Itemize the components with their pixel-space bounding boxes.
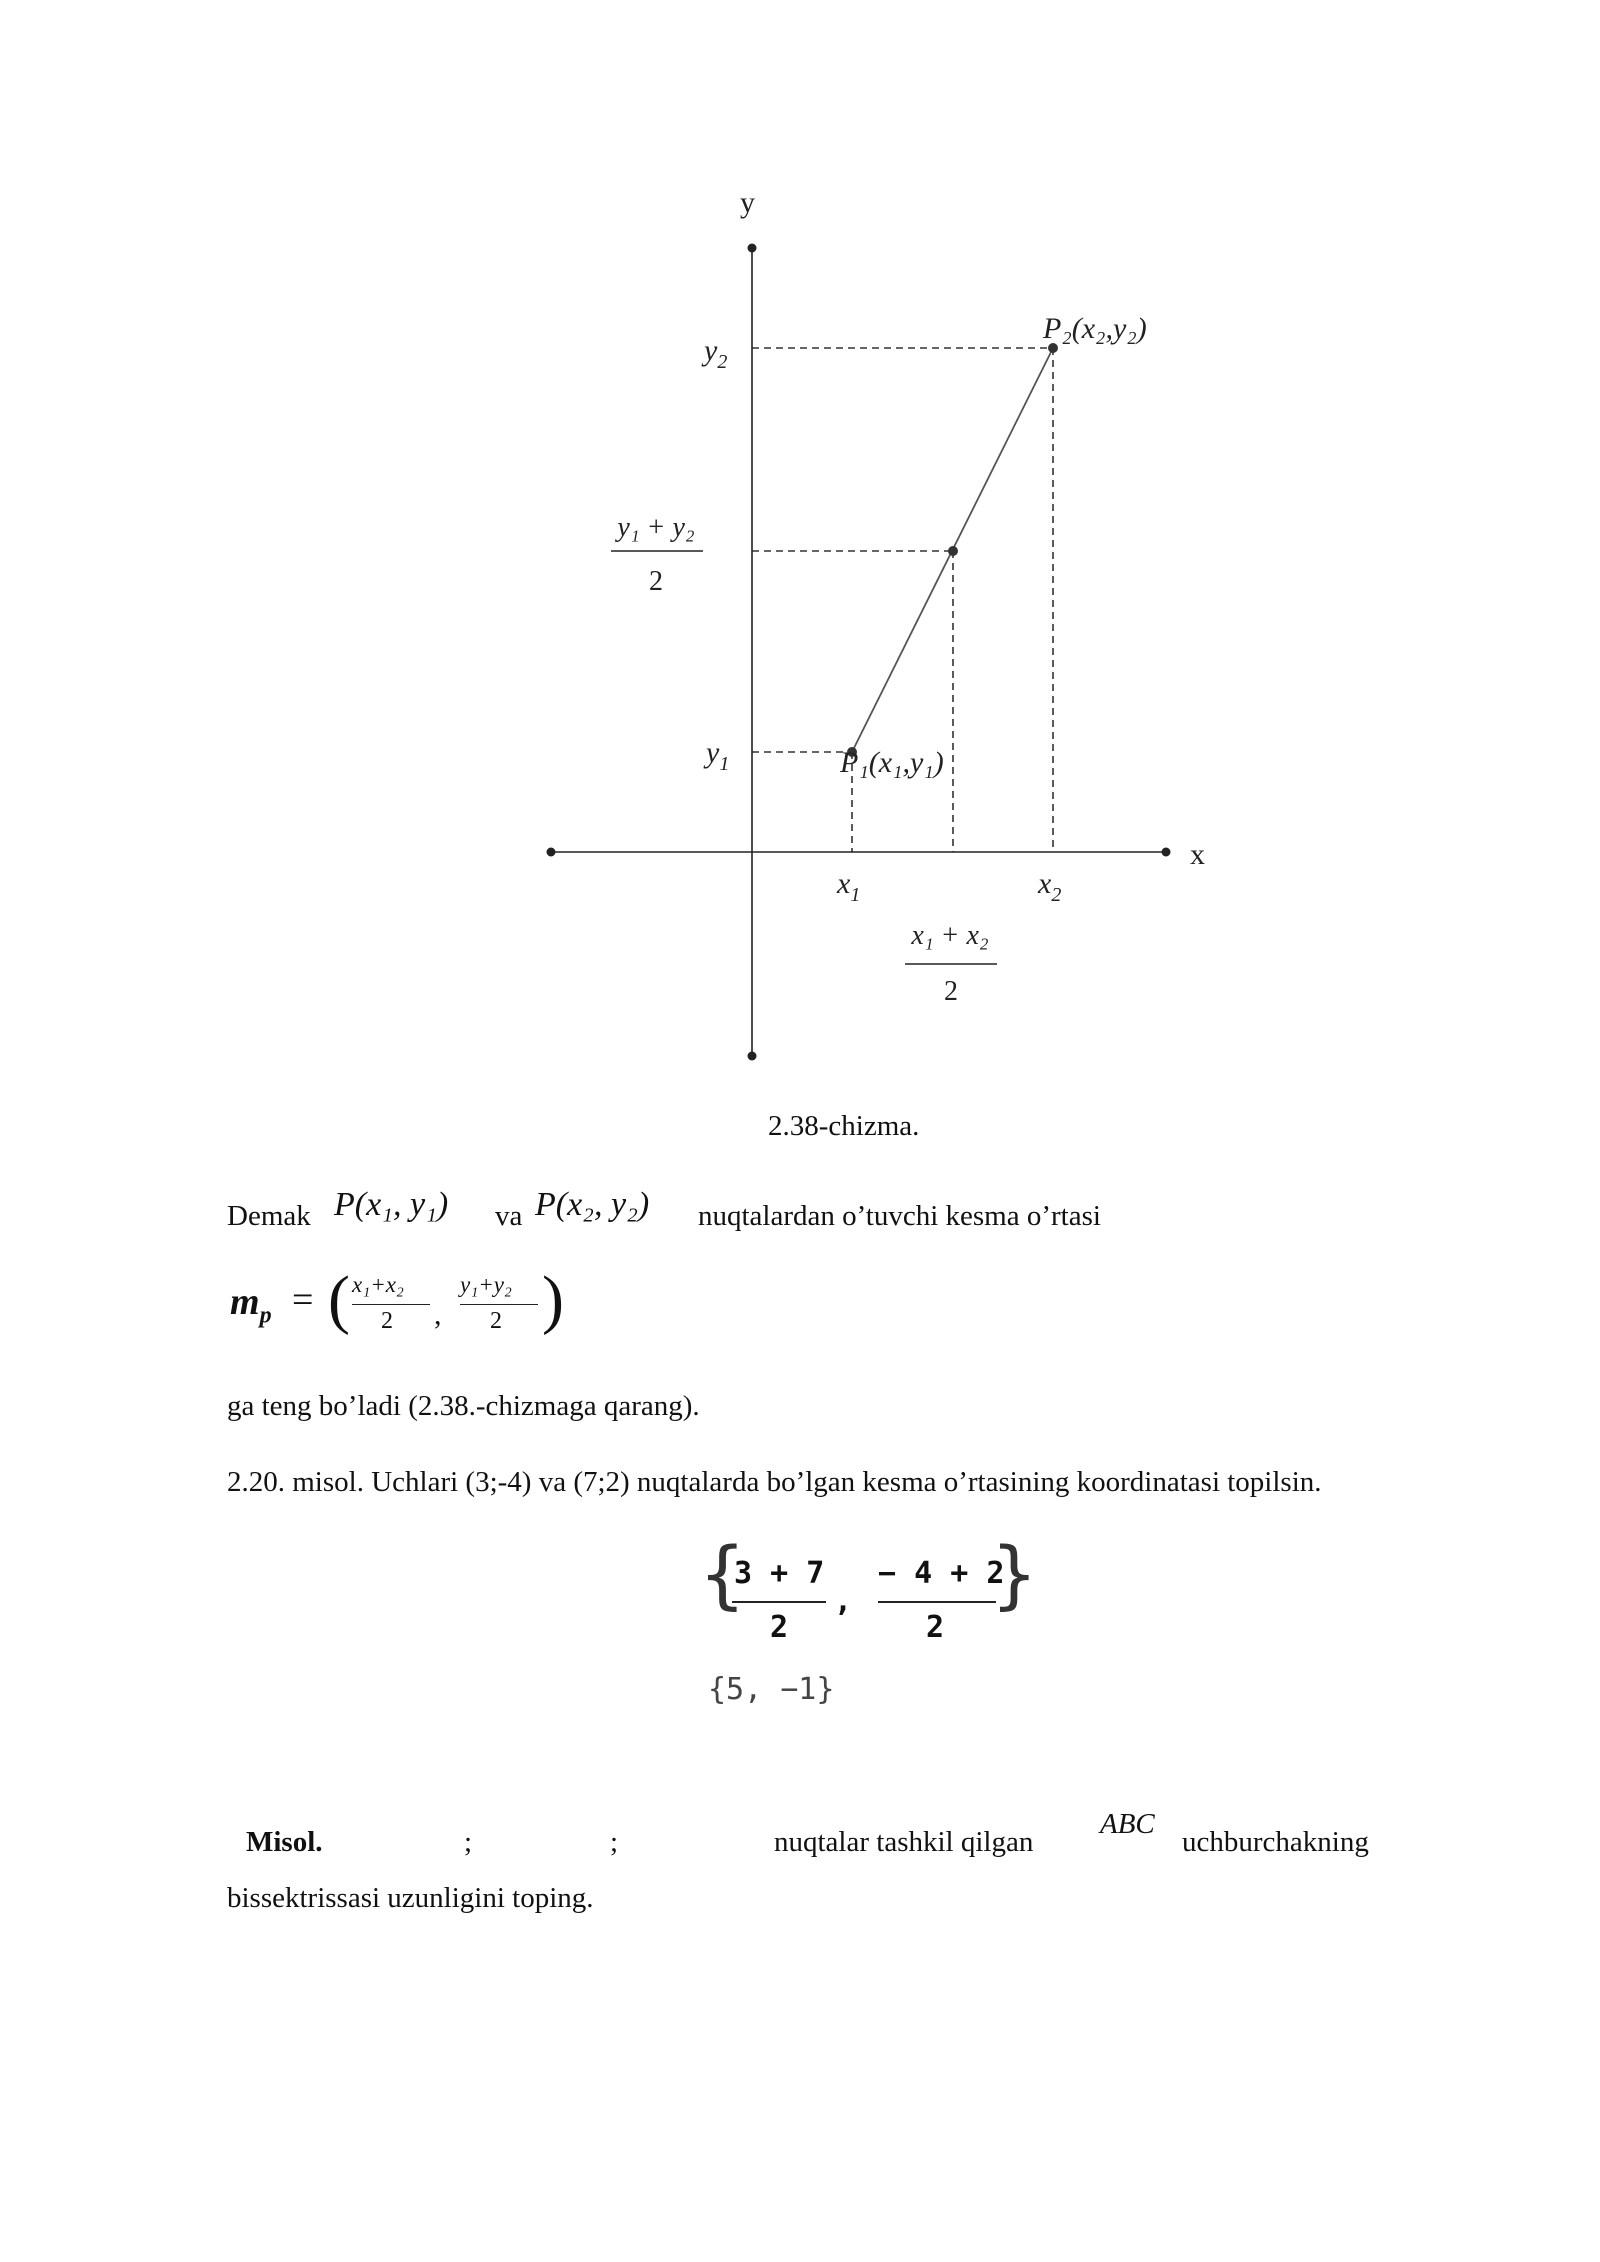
p1-label: P₁(x₁,y₁) xyxy=(840,746,944,779)
misol-sep1: ; xyxy=(464,1826,473,1858)
misol-abc: ABC xyxy=(1100,1808,1155,1840)
calc-den2: 2 xyxy=(926,1610,945,1645)
para1-va: va xyxy=(495,1200,523,1232)
formula-num1: x₁+x₂ xyxy=(352,1272,404,1297)
para1-point-a: P(x₁, y₁) xyxy=(334,1186,449,1223)
calc-num2: − 4 + 2 xyxy=(878,1556,1005,1591)
formula-bar2 xyxy=(460,1304,538,1305)
misol-label: Misol. xyxy=(246,1826,323,1858)
formula-num2: y₁+y₂ xyxy=(460,1272,512,1297)
midpoint-formula xyxy=(228,1263,568,1348)
calc-num1: 3 + 7 xyxy=(734,1556,825,1591)
para1-rest: nuqtalardan o’tuvchi kesma o’rtasi xyxy=(698,1200,1101,1232)
y-axis-label: y xyxy=(740,186,755,219)
figure-caption: 2.38-chizma. xyxy=(768,1110,920,1142)
ymid-denominator: 2 xyxy=(649,566,663,597)
calc-den1: 2 xyxy=(770,1610,789,1645)
formula-equals: = xyxy=(292,1279,314,1321)
xmid-denominator: 2 xyxy=(944,976,958,1007)
x1-label: $x_1$ xyxy=(837,867,861,906)
y2-label: $y_2$ xyxy=(704,334,728,373)
calc-result: {5, −1} xyxy=(708,1672,835,1707)
formula-bar1 xyxy=(352,1304,430,1305)
calc-right-brace: } xyxy=(992,1532,1037,1618)
formula-lhs xyxy=(230,1280,272,1330)
calc-bar2 xyxy=(878,1601,996,1603)
formula-lhs-m: m xyxy=(230,1281,260,1323)
para1-point-b: P(x₂, y₂) xyxy=(535,1186,650,1223)
midpoint-figure xyxy=(0,0,1600,1110)
formula-lhs-sub: p xyxy=(259,1302,272,1329)
misol-text1: nuqtalar tashkil qilgan xyxy=(774,1826,1034,1858)
misol-line2: bissektrissasi uzunligini toping. xyxy=(227,1882,594,1914)
y-axis-top-end xyxy=(748,244,757,253)
y-axis-bottom-end xyxy=(748,1052,757,1061)
x2-label: $x_2$ xyxy=(1038,867,1062,906)
misol-sep2: ; xyxy=(610,1826,619,1858)
p2-label: P₂(x₂,y₂) xyxy=(1043,312,1147,345)
x-axis-left-end xyxy=(547,848,556,857)
formula-left-paren: ( xyxy=(328,1263,350,1336)
ymid-numerator: y₁ + y₂ xyxy=(617,512,695,543)
formula-den1: 2 xyxy=(381,1308,393,1334)
calc-block xyxy=(700,1532,1037,1720)
example-text: 2.20. misol. Uchlari (3;-4) va (7;2) nuqtalarda bo’lgan kesma o’rtasining koordinatasi topilsin. xyxy=(227,1466,1322,1498)
calc-comma: , xyxy=(834,1584,853,1619)
x-axis-label: x xyxy=(1190,838,1205,871)
y1-label: $y_1$ xyxy=(706,736,730,775)
x-axis-right-end xyxy=(1162,848,1171,857)
para2: ga teng bo’ladi (2.38.-chizmaga qarang). xyxy=(227,1390,700,1422)
point-midpoint xyxy=(948,546,958,556)
xmid-numerator: x₁ + x₂ xyxy=(911,920,989,951)
misol-text2: uchburchakning xyxy=(1182,1826,1369,1858)
calc-bar1 xyxy=(732,1601,826,1603)
formula-comma: , xyxy=(434,1298,442,1331)
para1-demak: Demak xyxy=(227,1200,311,1232)
formula-right-paren: ) xyxy=(542,1263,564,1336)
formula-den2: 2 xyxy=(490,1308,502,1334)
calc-left-brace: { xyxy=(700,1532,745,1618)
